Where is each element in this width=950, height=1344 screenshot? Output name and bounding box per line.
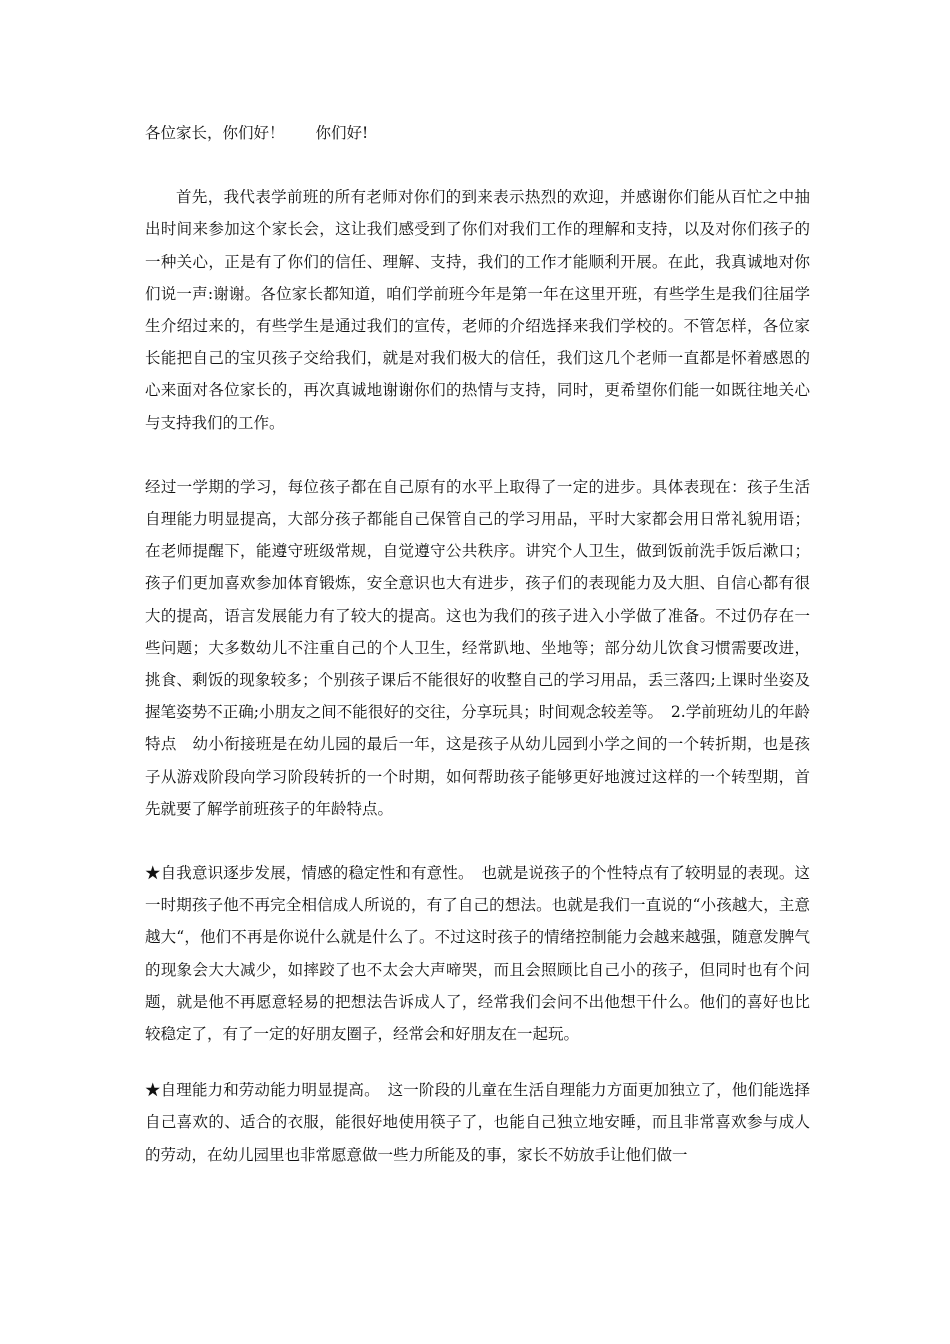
paragraph-self-care: ★自理能力和劳动能力明显提高。 这一阶段的儿童在生活自理能力方面更加独立了，他们能选择自己喜欢的、适合的衣服，能很好地使用筷子了，也能自己独立地安睡，而且非常喜欢参与成人的劳动，在幼儿园里也非常愿意做一些力所能及的事，家长不妨放手让他们做一 — [145, 1081, 810, 1164]
paragraph-self-awareness: ★自我意识逐步发展，情感的稳定性和有意性。 也就是说孩子的个性特点有了较明显的表现。这一时期孩子他不再完全相信成人所说的，有了自己的想法。也就是我们一直说的“小孩越大，主意越大“，他们不再是你说什么就是什么了。不过这时孩子的情绪控制能力会越来越强，随意发脾气的现象会大大减少，如摔跤了也不太会大声啼哭，而且会照顾比自己小的孩子，但同时也有个问题，就是他不再愿意轻易的把想法告诉成人了，经常我们会问不出他想干什么。他们的喜好也比较稳定了，有了一定的好朋友圈子，经常会和好朋友在一起玩。 — [145, 864, 810, 1044]
document-page — [145, 117, 810, 1171]
greeting-line: 各位家长，你们好！ 你们好! — [145, 124, 369, 142]
paragraph-progress: 经过一学期的学习，每位孩子都在自己原有的水平上取得了一定的进步。具体表现在：孩子生活自理能力明显提高，大部分孩子都能自己保管自己的学习用品，平时大家都会用日常礼貌用语；在老师提醒下，能遵守班级常规，自觉遵守公共秩序。讲究个人卫生，做到饭前洗手饭后漱口；孩子们更加喜欢参加体育锻炼，安全意识也大有进步，孩子们的表现能力及大胆、自信心都有很大的提高，语言发展能力有了较大的提高。这也为我们的孩子进入小学做了准备。不过仍存在一些问题；大多数幼儿不注重自己的个人卫生，经常趴地、坐地等；部分幼儿饮食习惯需要改进，挑食、剩饭的现象较多；个别孩子课后不能很好的收整自己的学习用品，丢三落四;上课时坐姿及握笔姿势不正确;小朋友之间不能很好的交往，分享玩具；时间观念较差等。 2.学前班幼儿的年龄特点 幼小衔接班是在幼儿园的最后一年，这是孩子从幼儿园到小学之间的一个转折期，也是孩子从游戏阶段向学习阶段转折的一个时期，如何帮助孩子能够更好地渡过这样的一个转型期，首先就要了解学前班孩子的年龄特点。 — [145, 477, 810, 818]
paragraph-welcome: 首先，我代表学前班的所有老师对你们的到来表示热烈的欢迎，并感谢你们能从百忙之中抽出时间来参加这个家长会，这让我们感受到了你们对我们工作的理解和支持，以及对你们孩子的一种关心，正是有了你们的信任、理解、支持，我们的工作才能顺利开展。在此，我真诚地对你们说一声:谢谢。各位家长都知道，咱们学前班今年是第一年在这里开班，有些学生是我们往届学生介绍过来的，有些学生是通过我们的宣传，老师的介绍选择来我们学校的。不管怎样，各位家长能把自己的宝贝孩子交给我们，就是对我们极大的信任，我们这几个老师一直都是怀着感恩的心来面对各位家长的，再次真诚地谢谢你们的热情与支持，同时，更希望你们能一如既往地关心与支持我们的工作。 — [145, 188, 810, 432]
